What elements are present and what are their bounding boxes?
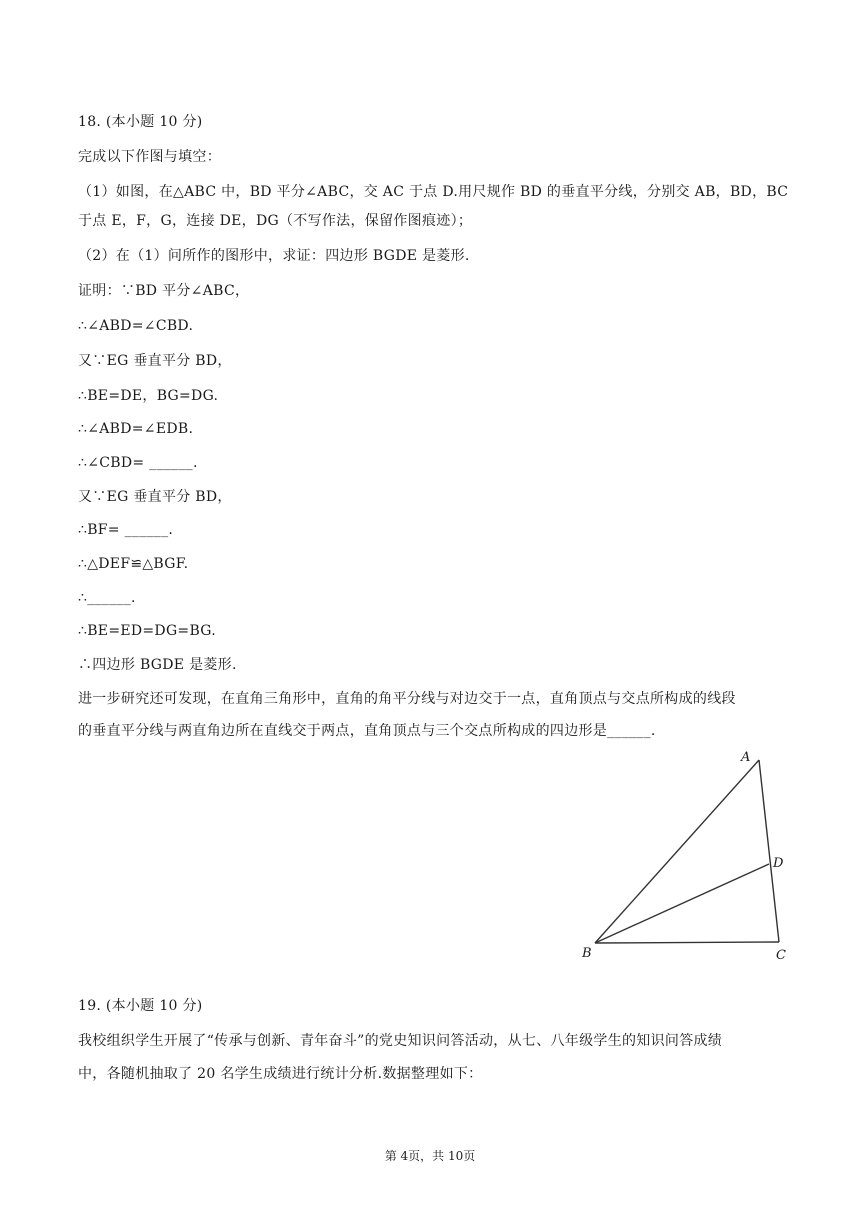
q18-further-line1: 进一步研究还可发现，在直角三角形中，直角的角平分线与对边交于一点，直角顶点与交点所构成的线段 — [78, 691, 736, 707]
proof-line: ∴______. — [78, 590, 136, 606]
q18-part1-line1: （1）如图，在△ABC 中，BD 平分∠ABC，交 AC 于点 D.用尺规作 BD 的垂直平分线，分别交 AB，BD，BC — [78, 184, 789, 200]
proof-line: ∴BE=DE，BG=DG. — [78, 388, 219, 404]
q18-part1-line2: 于点 E，F，G，连接 DE，DG（不写作法，保留作图痕迹）； — [78, 213, 473, 229]
q18-header: 18. (本小题 10 分) — [78, 114, 203, 130]
q19-header: 19. (本小题 10 分) — [78, 998, 203, 1014]
label-d: D — [773, 856, 784, 871]
proof-line: ∴△DEF≌△BGF. — [78, 556, 189, 572]
page-footer: 第 4页，共 10页 — [384, 1149, 476, 1163]
proof-line: 又∵EG 垂直平分 BD， — [78, 353, 232, 369]
q18-instruction: 完成以下作图与填空： — [78, 149, 221, 165]
label-c: C — [776, 948, 786, 963]
proof-line: ∴BE=ED=DG=BG. — [78, 623, 217, 639]
proof-line: ∴四边形 BGDE 是菱形. — [78, 657, 237, 673]
proof-line: 又∵EG 垂直平分 BD， — [78, 489, 232, 505]
segment-ac — [759, 760, 779, 942]
proof-line: ∴∠ABD=∠CBD. — [78, 318, 194, 334]
triangle-figure — [560, 740, 800, 970]
proof-line: ∴BF= ______. — [78, 522, 174, 538]
proof-line: 证明：∵BD 平分∠ABC， — [78, 283, 250, 299]
segment-bd — [595, 864, 769, 943]
q18-further-line2: 的垂直平分线与两直角边所在直线交于两点，直角顶点与三个交点所构成的四边形是______. — [78, 723, 656, 739]
proof-line: ∴∠ABD=∠EDB. — [78, 421, 194, 437]
label-b: B — [582, 946, 592, 961]
label-a: A — [741, 750, 751, 765]
segment-ab — [595, 760, 759, 943]
q19-line2: 中，各随机抽取了 20 名学生成绩进行统计分析.数据整理如下： — [78, 1066, 483, 1082]
segment-bc — [595, 942, 779, 943]
proof-line: ∴∠CBD= ______. — [78, 455, 198, 471]
q18-part2: （2）在（1）问所作的图形中，求证：四边形 BGDE 是菱形. — [78, 248, 470, 264]
q19-line1: 我校组织学生开展了“传承与创新、青年奋斗”的党史知识问答活动，从七、八年级学生的知识问答成绩 — [78, 1033, 723, 1049]
